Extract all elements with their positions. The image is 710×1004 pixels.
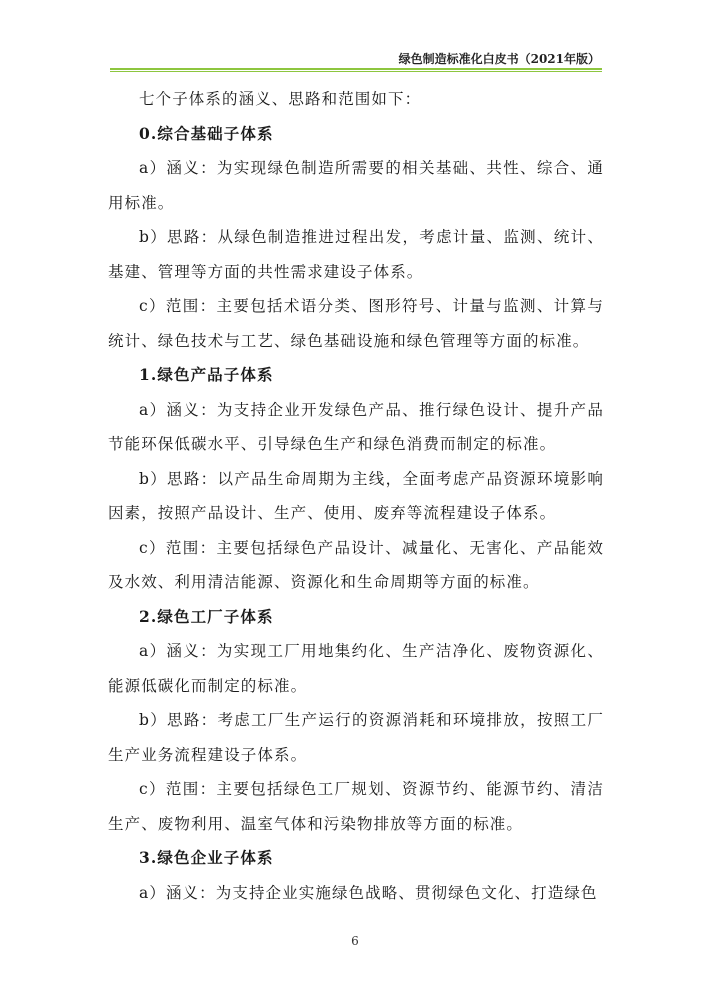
section-heading-3: 3.绿色企业子体系 (139, 848, 274, 867)
section-0-meaning: a）涵义：为实现绿色制造所需要的相关基础、共性、综合、通用标准。 (108, 159, 604, 212)
document-body (108, 82, 604, 910)
section-1-scope: c）范围：主要包括绿色产品设计、减量化、无害化、产品能效及水效、利用清洁能源、资源化和生命周期等方面的标准。 (108, 538, 604, 591)
intro-paragraph: 七个子体系的涵义、思路和范围如下： (139, 90, 422, 108)
section-0-approach: b）思路：从绿色制造推进过程出发，考虑计量、监测、统计、基建、管理等方面的共性需求建设子体系。 (108, 228, 604, 281)
header-divider (110, 68, 602, 72)
section-2-meaning: a）涵义：为实现工厂用地集约化、生产洁净化、废物资源化、能源低碳化而制定的标准。 (108, 642, 604, 695)
page-number: 6 (351, 934, 359, 948)
section-1-approach: b）思路：以产品生命周期为主线，全面考虑产品资源环境影响因素，按照产品设计、生产、使用、废弃等流程建设子体系。 (108, 469, 604, 522)
section-0-scope: c）范围：主要包括术语分类、图形符号、计量与监测、计算与统计、绿色技术与工艺、绿色基础设施和绿色管理等方面的标准。 (108, 297, 604, 350)
running-header-title: 绿色制造标准化白皮书（2021年版） (398, 52, 600, 66)
section-2-scope: c）范围：主要包括绿色工厂规划、资源节约、能源节约、清洁生产、废物利用、温室气体和污染物排放等方面的标准。 (108, 780, 604, 833)
section-heading-2: 2.绿色工厂子体系 (139, 606, 274, 626)
section-3-meaning: a）涵义：为支持企业实施绿色战略、贯彻绿色文化、打造绿色 (139, 883, 598, 902)
section-1-meaning: a）涵义：为支持企业开发绿色产品、推行绿色设计、提升产品节能环保低碳水平、引导绿色生产和绿色消费而制定的标准。 (108, 400, 604, 453)
section-heading-1: 1.绿色产品子体系 (139, 365, 274, 384)
section-2-approach: b）思路：考虑工厂生产运行的资源消耗和环境排放，按照工厂生产业务流程建设子体系。 (108, 711, 604, 764)
section-heading-0: 0.综合基础子体系 (139, 123, 274, 143)
